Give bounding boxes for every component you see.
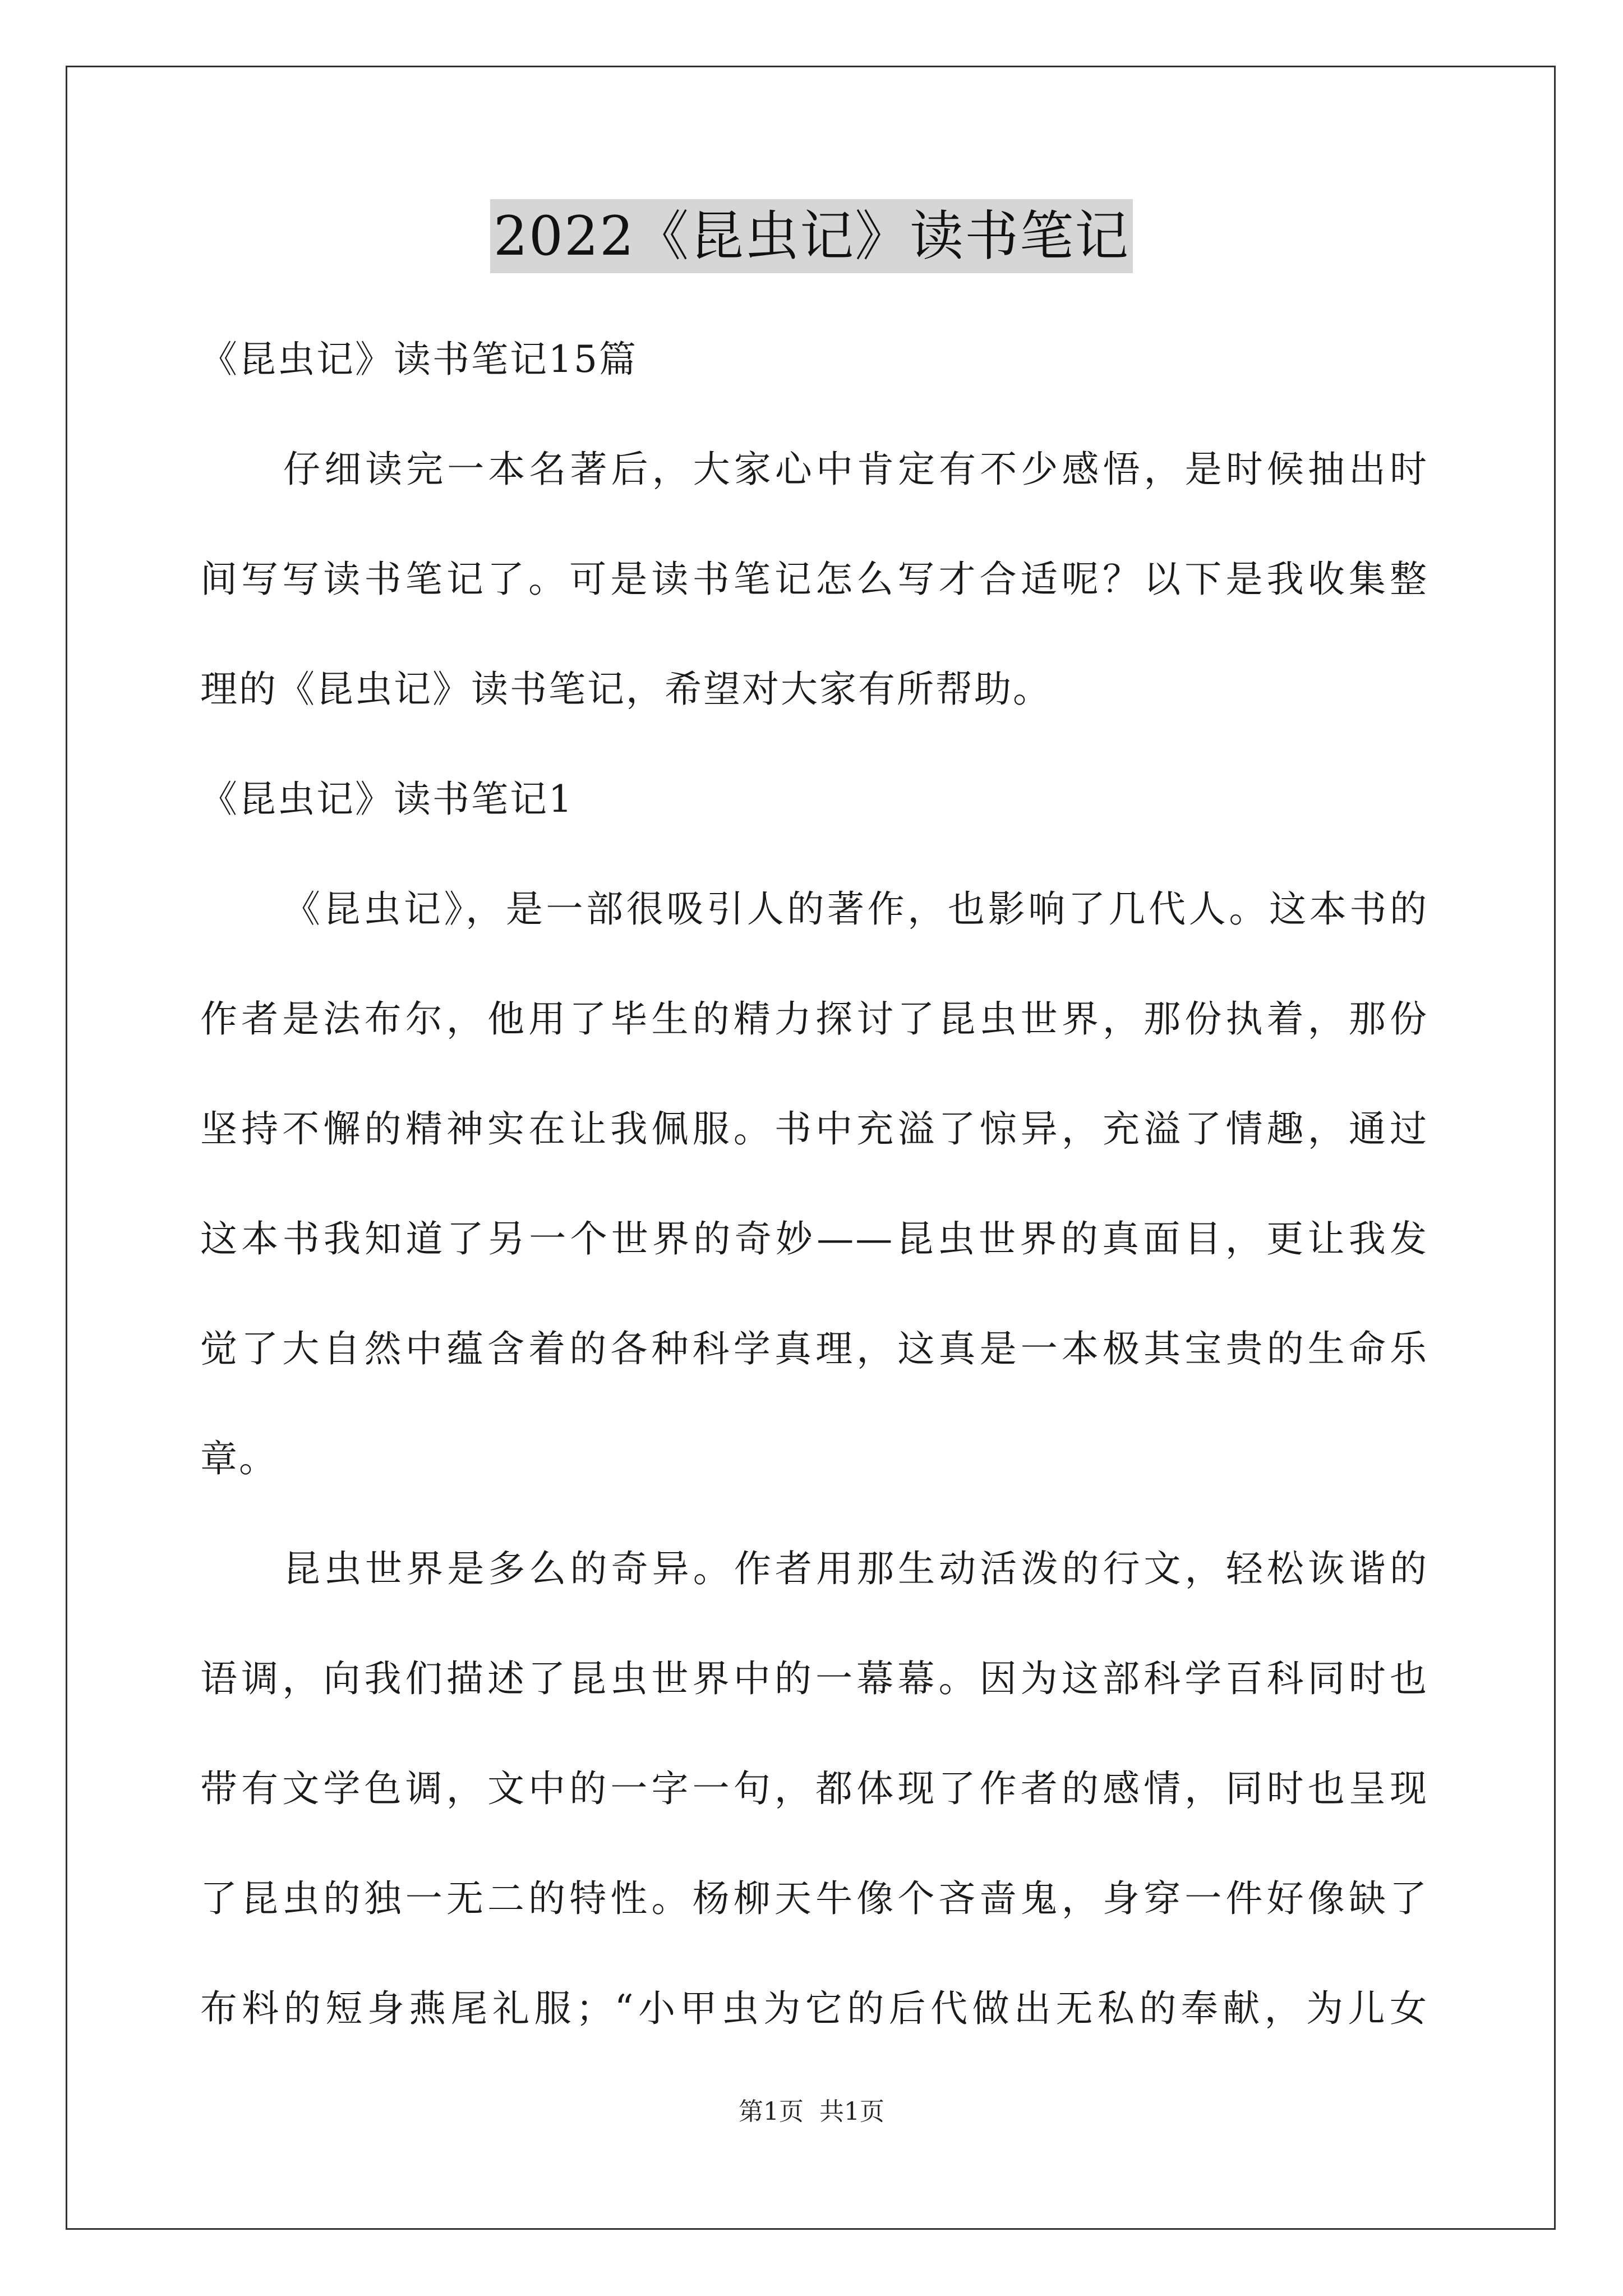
text-line: 《昆虫记》读书笔记15篇 [200, 338, 638, 381]
text-line: 觉了大自然中蕴含着的各种科学真理，这真是一本极其宝贵的生命乐 [200, 1327, 1428, 1370]
page-total: 共1页 [819, 2097, 884, 2126]
text-line: 了昆虫的独一无二的特性。杨柳天牛像个吝啬鬼，身穿一件好像缺了 [200, 1877, 1428, 1920]
text-line: 布料的短身燕尾礼服；“小甲虫为它的后代做出无私的奉献，为儿女 [200, 1987, 1428, 2030]
text-line: 间写写读书笔记了。可是读书笔记怎么写才合适呢？以下是我收集整 [200, 558, 1428, 601]
title-container [0, 199, 1623, 273]
text-line: 理的《昆虫记》读书笔记，希望对大家有所帮助。 [200, 668, 1052, 711]
text-line: 作者是法布尔，他用了毕生的精力探讨了昆虫世界，那份执着，那份 [200, 997, 1428, 1041]
section-heading: 《昆虫记》读书笔记1 [200, 777, 574, 821]
text-line: 坚持不懈的精神实在让我佩服。书中充溢了惊异，充溢了情趣，通过 [200, 1107, 1428, 1151]
document-title: 2022《昆虫记》读书笔记 [490, 199, 1133, 273]
text-line: 《昆虫记》，是一部很吸引人的著作，也影响了几代人。这本书的 [283, 887, 1428, 931]
text-line: 仔细读完一本名著后，大家心中肯定有不少感悟，是时候抽出时 [283, 448, 1428, 491]
page-number: 第1页 [739, 2097, 804, 2126]
text-line: 这本书我知道了另一个世界的奇妙——昆虫世界的真面目，更让我发 [200, 1217, 1428, 1260]
page-footer [0, 2095, 1623, 2129]
document-body [200, 305, 1428, 2064]
text-line: 带有文学色调，文中的一字一句，都体现了作者的感情，同时也呈现 [200, 1767, 1428, 1810]
text-line: 语调，向我们描述了昆虫世界中的一幕幕。因为这部科学百科同时也 [200, 1657, 1428, 1700]
text-line: 章。 [200, 1437, 278, 1480]
text-line: 昆虫世界是多么的奇异。作者用那生动活泼的行文，轻松诙谐的 [283, 1547, 1428, 1590]
